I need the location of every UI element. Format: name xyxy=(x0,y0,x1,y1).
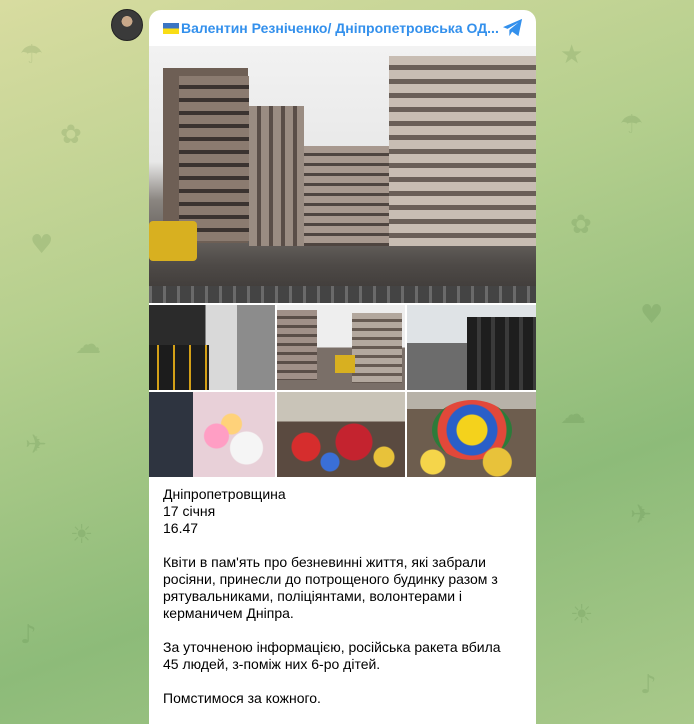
photo-thumbnail[interactable] xyxy=(149,392,275,477)
telegram-plane-icon[interactable] xyxy=(502,18,524,38)
channel-name-text: Валентин Резніченко/ Дніпропетровська ОД... xyxy=(181,20,499,36)
channel-name-link[interactable] xyxy=(163,20,503,36)
main-photo[interactable] xyxy=(149,46,536,303)
photo-thumbnail[interactable] xyxy=(277,392,405,477)
message-bubble xyxy=(149,10,536,724)
message-text xyxy=(163,486,523,707)
photo-thumbnail[interactable] xyxy=(407,392,536,477)
message-header xyxy=(149,10,536,46)
text-line: Дніпропетровщина xyxy=(163,486,286,502)
channel-avatar[interactable] xyxy=(111,9,143,41)
photo-grid xyxy=(149,305,536,477)
text-line: росіяни, принесли до потрощеного будинку разом з xyxy=(163,571,498,587)
text-line: Квіти в пам'ять про безневинні життя, які забрали xyxy=(163,554,486,570)
text-line: 45 людей, з-поміж них 6-ро дітей. xyxy=(163,656,381,672)
photo-thumbnail[interactable] xyxy=(277,305,405,390)
text-line: За уточненою інформацією, російська ракета вбила xyxy=(163,639,501,655)
photo-thumbnail[interactable] xyxy=(149,305,275,390)
text-line: 17 січня xyxy=(163,503,216,519)
text-line: Помстимося за кожного. xyxy=(163,690,321,706)
text-line: керманичем Дніпра. xyxy=(163,605,294,621)
text-line: 16.47 xyxy=(163,520,199,536)
text-line: рятувальниками, поліціянтами, волонтерами і xyxy=(163,588,463,604)
photo-thumbnail[interactable] xyxy=(407,305,536,390)
ukraine-flag-icon xyxy=(163,23,179,34)
